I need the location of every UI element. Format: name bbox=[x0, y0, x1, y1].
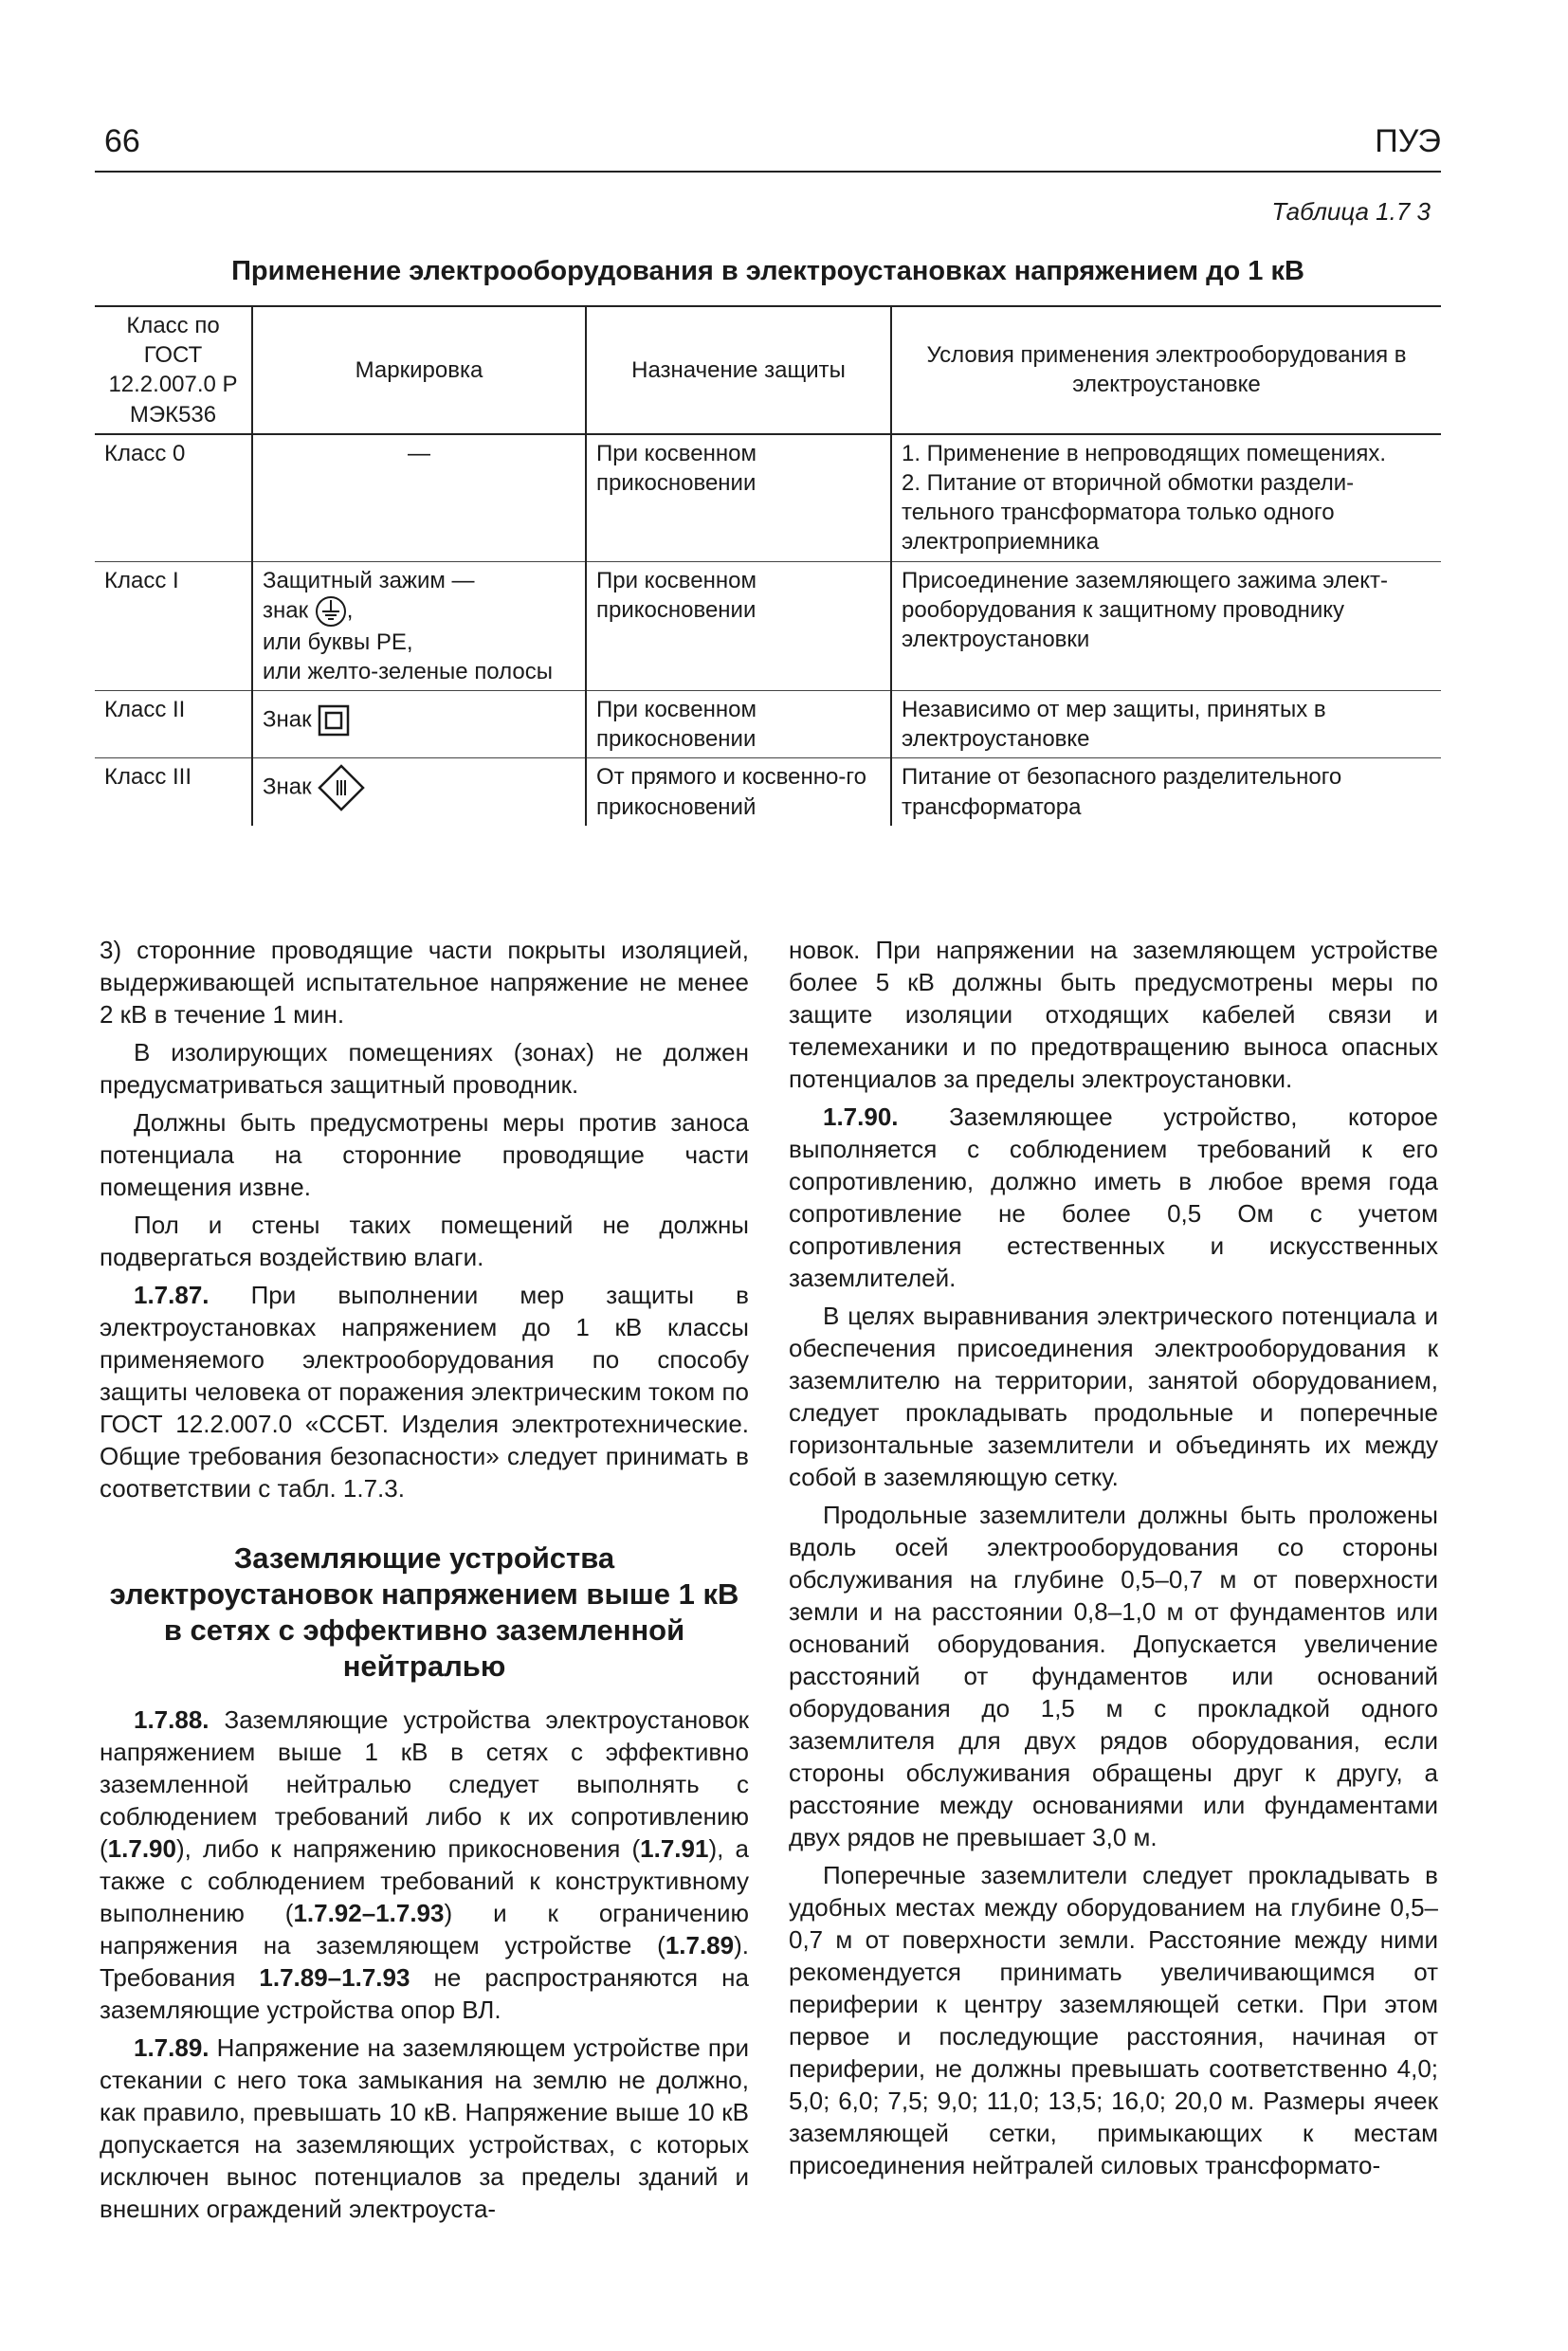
cell-class: Класс II bbox=[104, 697, 186, 723]
paragraph-1790: 1.7.90. Заземляющее устройство, которое выполняется с соблюдением требований к его сопротивлению, должно иметь в любое время года сопротивление не более 0,5 Ом с учетом сопротивления естественных и искусственных заземлителей. bbox=[789, 1103, 1438, 1292]
header-purpose: Назначение защиты bbox=[586, 306, 891, 434]
cell-marking bbox=[252, 758, 586, 826]
book-title: ПУЭ bbox=[1375, 123, 1441, 159]
section-heading: Заземляющие устройства электроустановок напряжением выше 1 кВ в сетях с эффективно заземленной нейтралью bbox=[109, 1541, 739, 1683]
page-number: 66 bbox=[104, 123, 140, 159]
cell-conditions: 1. Применение в непроводящих помещениях. 2. Питание от вторичной обмотки раздели-тельного трансформатора только одного электроприемника bbox=[891, 434, 1441, 561]
cell-conditions: Присоединение заземляющего зажима элект-рооборудования к защитному проводнику электроустановки bbox=[891, 561, 1441, 691]
table-row bbox=[95, 758, 1441, 826]
clause-number: 1.7.90. bbox=[823, 1103, 899, 1131]
cell-conditions: Независимо от мер защиты, принятых в электроустановке bbox=[891, 691, 1441, 758]
clause-ref: 1.7.91 bbox=[640, 1834, 709, 1863]
cell-class: Класс 0 bbox=[104, 440, 186, 466]
cell-class: Класс I bbox=[104, 567, 179, 593]
body-columns bbox=[100, 934, 1446, 2327]
clause-ref: 1.7.92–1.7.93 bbox=[293, 1899, 445, 1927]
paragraph-1787: 1.7.87. При выполнении мер защиты в электроустановках напряжением до 1 кВ классы применяемого электрооборудования по способу защиты человека от поражения электрическим током по ГОСТ 12.2.007.0 «ССБТ. Изделия электротехнические. Общие требования безопасности» следует принимать в соответствии с табл. 1.7.3. bbox=[100, 1281, 749, 1503]
classes-table bbox=[95, 305, 1441, 826]
paragraph-1788: 1.7.88. Заземляющие устройства электроустановок напряжением выше 1 кВ в сетях с эффективно заземленной нейтралью следует выполнять с соблюдением требований либо к их сопротивлению (1.7.90), либо к напряжению прикосновения (1.7.91), а также с соблюдением требований к конструктивному выполнению (1.7.92–1.7.93) и к ограничению напряжения на заземляющем устройстве (1.7.89). Требования 1.7.89–1.7.93 не распространяются на заземляющие устройства опор ВЛ. bbox=[100, 1705, 749, 2024]
paragraph-1789: 1.7.89. Напряжение на заземляющем устройстве при стекании с него тока замыкания на землю не должно, как правило, превышать 10 кВ. Напряжение выше 10 кВ допускается на заземляющих устройствах, с которых исключен вынос потенциалов за пределы зданий и внешних ограждений электроуста- bbox=[100, 2033, 749, 2223]
paragraph: В целях выравнивания электрического потенциала и обеспечения присоединения электрооборудования к заземлителю на территории, занятой оборудованием, следует прокладывать продольные и поперечные горизонтальные заземлители и объединять их между собой в заземляющую сетку. bbox=[789, 1302, 1438, 1491]
marking-sign-label: Знак bbox=[263, 706, 312, 733]
paragraph: 3) сторонние проводящие части покрыты изоляцией, выдерживающей испытательное напряжение не менее 2 кВ в течение 1 мин. bbox=[100, 936, 749, 1029]
running-header bbox=[95, 123, 1441, 173]
table-title: Применение электрооборудования в электроустановках напряжением до 1 кВ bbox=[231, 256, 1304, 286]
ground-symbol-icon bbox=[315, 595, 347, 628]
table-row bbox=[95, 691, 1441, 758]
clause-ref: 1.7.89–1.7.93 bbox=[259, 1963, 410, 1992]
marking-line: или буквы PE, bbox=[263, 629, 413, 655]
clause-ref: 1.7.89 bbox=[665, 1931, 735, 1959]
table-header-row bbox=[95, 306, 1441, 434]
double-square-icon bbox=[318, 704, 350, 737]
cell-class: Класс III bbox=[104, 764, 192, 791]
marking-line-ground: знак , bbox=[263, 595, 575, 628]
marking-line: или желто-зеленые полосы bbox=[263, 658, 553, 684]
cell-marking bbox=[252, 561, 586, 691]
paragraph: Продольные заземлители должны быть проложены вдоль осей электрооборудования со стороны обслуживания на глубине 0,5–0,7 м от поверхности земли и на расстоянии 0,8–1,0 м от фундаментов или оснований оборудования. Допускается увеличение расстояний от фундаментов или оснований оборудования до 1,5 м с прокладкой одного заземлителя для двух рядов оборудования, если стороны обслуживания обращены друг к другу, а расстояние между основаниями или фундаментами двух рядов не превышает 3,0 м. bbox=[789, 1501, 1438, 1851]
paragraph: Поперечные заземлители следует прокладывать в удобных местах между оборудованием на глубине 0,5–0,7 м от поверхности земли. Расстояние между ними рекомендуется принимать увеличивающимся от периферии к центру заземляющей сетки. При этом первое и последующие расстояния, начиная от периферии, не должны превышать соответственно 4,0; 5,0; 6,0; 7,5; 9,0; 11,0; 13,5; 16,0; 20,0 м. Размеры ячеек заземляющей сетки, примыкающих к местам присоединения нейтралей силовых трансформато- bbox=[789, 1861, 1438, 2179]
table-row bbox=[95, 434, 1441, 561]
header-conditions: Условия применения электрооборудования в электроустановке bbox=[891, 306, 1441, 434]
cell-marking bbox=[252, 691, 586, 758]
clause-number: 1.7.88. bbox=[134, 1705, 210, 1734]
clause-number: 1.7.87. bbox=[134, 1281, 210, 1309]
cell-purpose: От прямого и косвенно-го прикосновений bbox=[586, 758, 891, 826]
cell-marking: — bbox=[252, 434, 586, 561]
cell-conditions: Питание от безопасного разделительного трансформатора bbox=[891, 758, 1441, 826]
diamond-III-icon bbox=[318, 764, 365, 811]
marking-line: Защитный зажим — bbox=[263, 567, 475, 593]
marking-sign-label: Знак bbox=[263, 774, 312, 800]
paragraph: Должны быть предусмотрены меры против заноса потенциала на сторонние проводящие части помещения извне. bbox=[100, 1108, 749, 1201]
paragraph: В изолирующих помещениях (зонах) не должен предусматриваться защитный проводник. bbox=[100, 1038, 749, 1099]
left-column bbox=[100, 934, 749, 2231]
clause-ref: 1.7.90 bbox=[107, 1834, 176, 1863]
table-row bbox=[95, 561, 1441, 691]
cell-purpose: При косвенном прикосновении bbox=[586, 691, 891, 758]
cell-purpose: При косвенном прикосновении bbox=[586, 434, 891, 561]
header-marking: Маркировка bbox=[252, 306, 586, 434]
right-column bbox=[789, 934, 1438, 2187]
table-caption: Таблица 1.7 3 bbox=[1271, 197, 1431, 226]
header-class: Класс по ГОСТ 12.2.007.0 Р МЭК536 bbox=[95, 306, 252, 434]
cell-purpose: При косвенном прикосновении bbox=[586, 561, 891, 691]
marking-sign-label: знак bbox=[263, 597, 309, 624]
clause-number: 1.7.89. bbox=[134, 2033, 210, 2062]
paragraph: новок. При напряжении на заземляющем устройстве более 5 кВ должны быть предусмотрены меры по защите изоляции отходящих кабелей связи и телемеханики и по предотвращению выноса опасных потенциалов за пределы электроустановки. bbox=[789, 936, 1438, 1093]
paragraph: Пол и стены таких помещений не должны подвергаться воздействию влаги. bbox=[100, 1211, 749, 1271]
